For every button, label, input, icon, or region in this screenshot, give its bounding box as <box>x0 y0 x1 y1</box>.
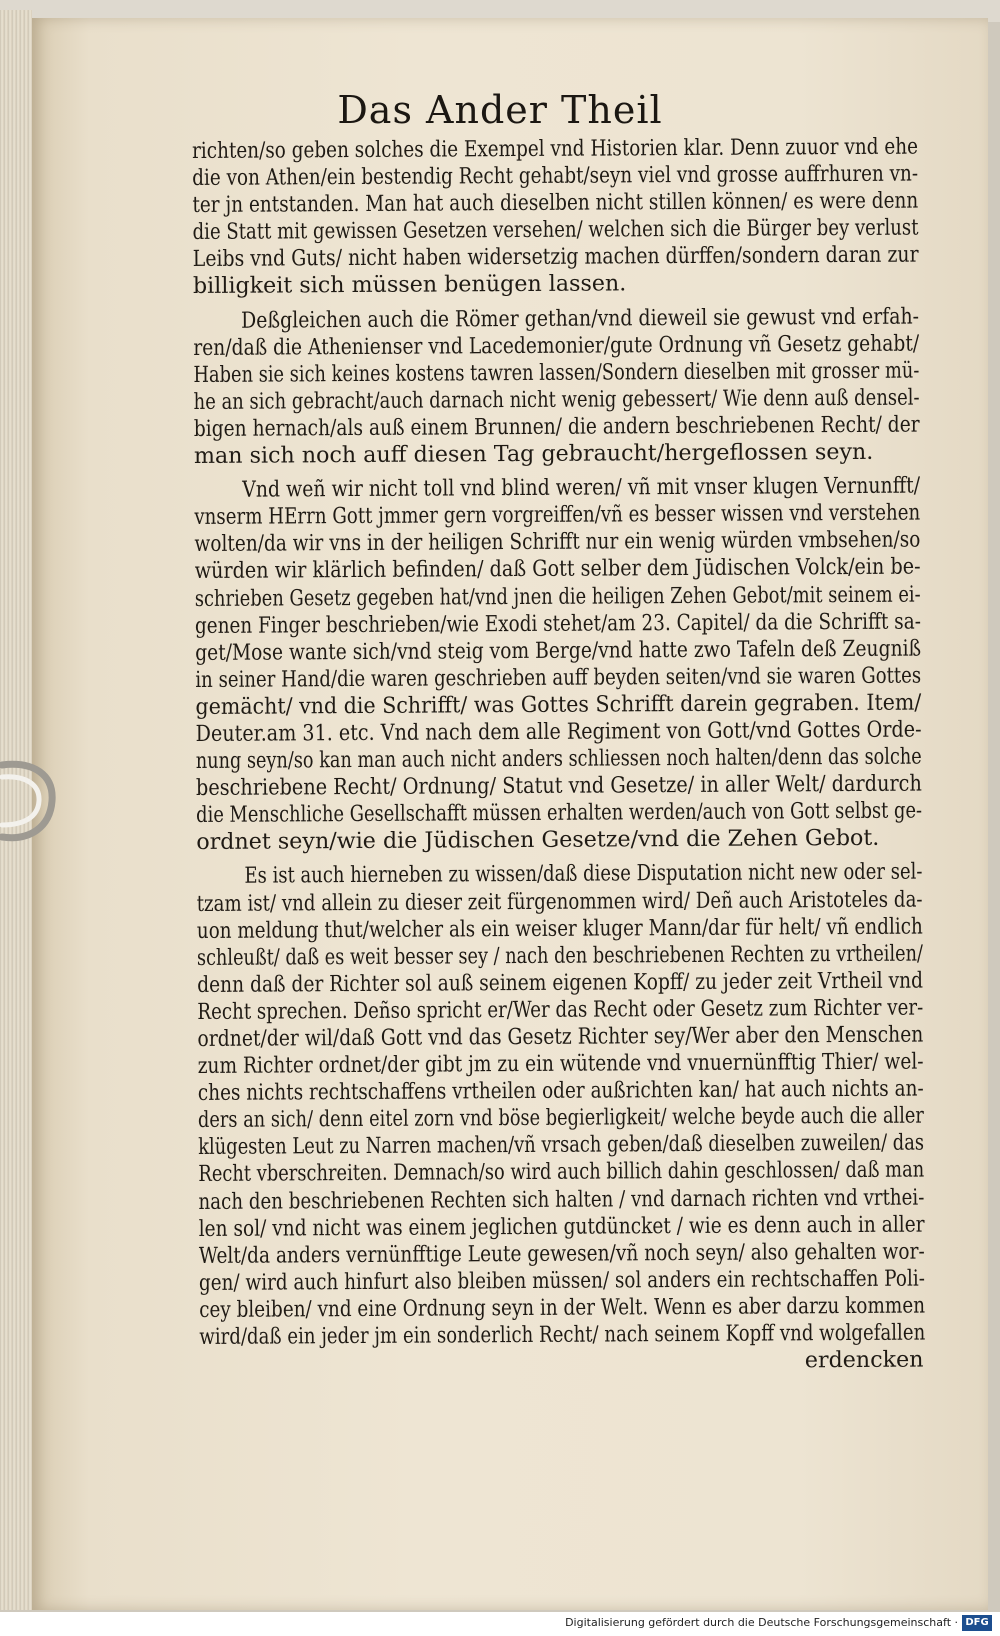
text-line: schrieben Gesetz gegeben hat/vnd jnen die heiligen Zehen Gebot/mit seinem ei- <box>194 581 921 612</box>
text-line: ches nichts rechtschaffens vrtheilen oder außrichten kan/ hat auch nichts an- <box>197 1075 924 1107</box>
text-line: Welt/da anders vernünfftige Leute gewesen/vñ noch seyn/ also gehalten wor- <box>198 1238 925 1269</box>
text-line: get/Mose wante sich/vnd steig vom Berge/vnd hatte zwo Tafeln deß Zeugniß <box>195 635 922 666</box>
text-line: ordnet seyn/wie die Jüdischen Gesetze/vnd die Zehen Gebot. <box>196 825 880 856</box>
text-line: tzam ist/ vnd allein zu dieser zeit fürgenommen wird/ Deñ auch Aristoteles da- <box>196 886 923 917</box>
text-line: denn daß der Richter sol auß seinem eigenen Kopff/ zu jeder zeit Vrtheil vnd <box>197 967 924 998</box>
text-line: wolten/da wir vns in der heiligen Schrifft nur ein wenig würden vmbsehen/so <box>194 526 921 558</box>
text-line: nung seyn/so kan man auch nicht anders schliessen noch halten/denn das solche <box>195 743 922 775</box>
text-line: zum Richter ordnet/der gibt jm zu ein wütende vnd vnuernünfftig Thier/ wel- <box>197 1048 924 1080</box>
text-line: ter jn entstanden. Man hat auch dieselben nicht stillen können/ es were denn <box>192 187 919 219</box>
text-line: cey bleiben/ vnd eine Ordnung seyn in der Welt. Wenn es aber darzu kommen <box>199 1292 926 1323</box>
text-line: beschriebene Recht/ Ordnung/ Statut vnd Gesetze/ in aller Welt/ dardurch <box>195 770 922 802</box>
text-line: gemächt/ vnd die Schrifft/ was Gottes Schrifft darein gegraben. Item/ <box>195 689 922 720</box>
text-line: die Menschliche Gesellschafft müssen erhalten werden/auch von Gott selbst ge- <box>196 797 923 829</box>
text-line: billigkeit sich müssen benügen lassen. <box>192 270 627 300</box>
paragraph <box>194 473 922 857</box>
catchword: erdencken <box>804 1346 924 1374</box>
text-line: gen/ wird auch hinfurt also bleiben müssen/ sol anders ein rechtschaffen Poli- <box>198 1265 925 1296</box>
text-line: die Statt mit gewissen Gesetzen versehen/ welchen sich die Bürger bey verlust <box>192 214 919 246</box>
text-line: ordnet/der wil/daß Gott vnd das Gesetz Richter sey/Wer aber den Menschen <box>197 1021 924 1052</box>
body-text <box>192 134 926 1379</box>
text-line: Recht vberschreiten. Demnach/so wird auch billich dahin geschlossen/ daß man <box>198 1157 925 1188</box>
text-line: Deuter.am 31. etc. Vnd nach dem alle Regiment von Gott/vnd Gottes Orde- <box>195 716 922 747</box>
funding-credit: Digitalisierung gefördert durch die Deutsche Forschungsgemeinschaft · <box>565 1616 958 1629</box>
footer-bar <box>0 1612 1000 1636</box>
text-line: bigen hernach/als auß einem Brunnen/ die andern beschriebenen Recht/ der <box>193 411 920 442</box>
paragraph <box>192 134 919 301</box>
text-line: die von Athen/ein bestendig Recht gehabt/seyn viel vnd grosse auffrhuren vn- <box>192 160 919 192</box>
text-line: ren/daß die Athenienser vnd Lacedemonier/gute Ordnung vñ Gesetz gehabt/ <box>193 330 920 361</box>
text-line: vnserm HErrn Gott jmmer gern vorgreiffen/vñ es besser wissen vnd verstehen <box>194 499 921 531</box>
text-line: he an sich gebracht/auch darnach nicht wenig gebessert/ Wie denn auß densel- <box>193 384 920 415</box>
text-line: wird/daß ein jeder jm ein sonderlich Recht/ nach seinem Kopff vnd wolgefallen <box>199 1319 926 1351</box>
text-line: ders an sich/ denn eitel zorn vnd böse begierligkeit/ welche beyde auch die aller <box>197 1102 924 1134</box>
dfg-logo: DFG <box>962 1615 992 1631</box>
paragraph <box>193 303 920 470</box>
text-line: nach den beschriebenen Rechten sich halten / vnd darnach richten vnd vrthei- <box>198 1184 925 1215</box>
running-head: Das Ander Theil <box>337 88 663 132</box>
text-line: uon meldung thut/welcher als ein weiser kluger Mann/dar für helt/ vñ endlich <box>196 913 923 944</box>
text-line: Vnd weñ wir nicht toll vnd blind weren/ vñ mit vnser klugen Vernunfft/ <box>242 472 921 503</box>
text-line: Deßgleichen auch die Römer gethan/vnd dieweil sie gewust vnd erfah- <box>241 303 920 334</box>
paragraph <box>196 859 925 1351</box>
text-line: genen Finger beschrieben/wie Exodi stehet/am 23. Capitel/ da die Schrifft sa- <box>194 608 921 639</box>
page-clip-icon <box>0 755 58 847</box>
text-line: in seiner Hand/die waren geschrieben auff beyden seiten/vnd sie waren Gottes <box>195 662 922 693</box>
text-line: Leibs vnd Guts/ nicht haben widersetzig machen dürffen/sondern daran zur <box>192 241 919 273</box>
text-line: würden wir klärlich befinden/ daß Gott selber dem Jüdischen Volck/ein be- <box>194 553 921 585</box>
text-line: Recht sprechen. Deñso spricht er/Wer das Recht oder Gesetz zum Richter ver- <box>197 994 924 1025</box>
text-line: len sol/ vnd nicht was einem jeglichen gutdüncket / wie es denn auch in aller <box>198 1211 925 1242</box>
text-line: Es ist auch hierneben zu wissen/daß diese Disputation nicht new oder sel- <box>244 858 923 890</box>
text-line: Haben sie sich keines kostens tawren lassen/Sondern dieselben mit grosser mü- <box>193 357 920 388</box>
text-line: richten/so geben solches die Exempel vnd Historien klar. Denn zuuor vnd ehe <box>192 133 919 164</box>
text-line: schleußt/ daß es weit besser sey / nach den beschriebenen Rechten zu vrtheilen/ <box>196 940 923 971</box>
text-line: man sich noch auff diesen Tag gebraucht/hergeflossen seyn. <box>193 438 874 470</box>
text-line: klügesten Leut zu Narren machen/vñ vrsach geben/daß dieselben zuweilen/ das <box>198 1129 925 1161</box>
